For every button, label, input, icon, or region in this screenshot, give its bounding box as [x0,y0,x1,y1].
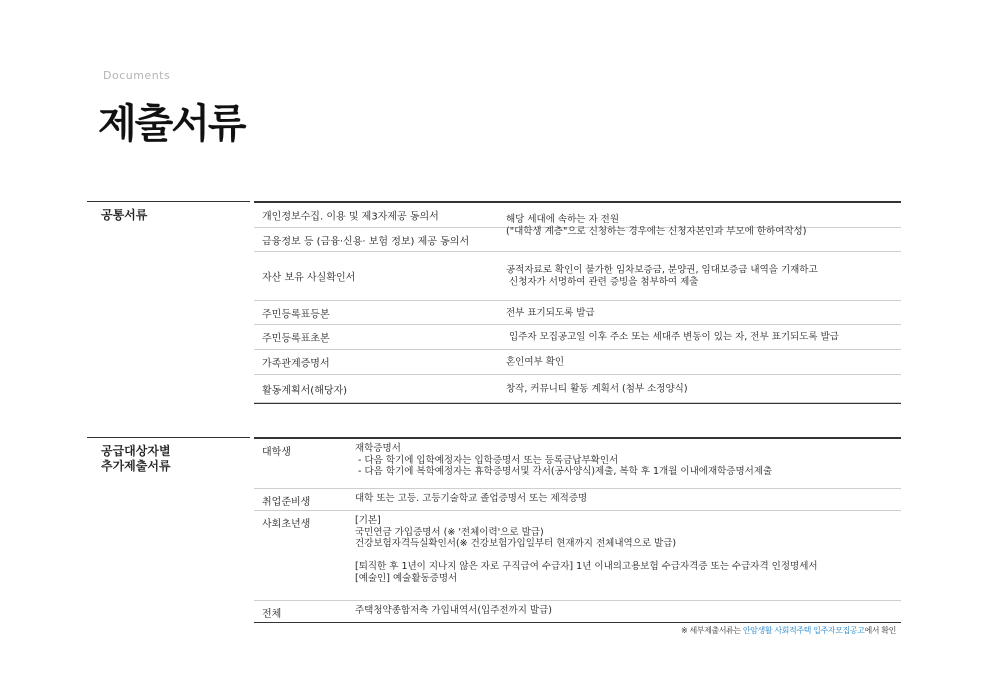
doc-name: 주민등록표등본 [262,309,330,320]
additional-docs-label-line2: 추가제출서류 [101,459,171,473]
doc-name: 개인정보수집. 이용 및 제3자제공 동의서 [262,211,439,223]
additional-docs-label [87,437,250,474]
doc-name: 주민등록표초본 [262,333,330,345]
doc-name: 자산 보유 사실확인서 [262,272,356,284]
common-docs-table [254,201,901,404]
target-group: 취업준비생 [262,497,311,508]
doc-desc: 전부 표기되도록 발급 [506,306,595,318]
table-row [254,252,901,301]
table-row [254,489,901,511]
table-row [254,601,901,622]
doc-name: 금융정보 등 (금융·신용· 보험 정보) 제공 동의서 [262,236,470,247]
doc-name: 활동계획서(해당자) [262,385,348,396]
doc-desc: 주택청약종합저축 가입내역서(입주전까지 발급) [355,605,552,616]
table-row [254,325,901,350]
doc-desc: 재학증명서 - 다음 학기에 입학예정자는 입학증명서 또는 등록금납부확인서 - 다음 학기에 복학예정자는 휴학증명서및 각서(공사양식)제출, 복학 후 1개월 이내에재학증명서제출 [355,443,773,477]
doc-desc: [기본] 국민연금 가입증명서 (※ '전체이력'으로 발급) 건강보험자격득실확인서(※ 건강보험가입일부터 현재까지 전체내역으로 발급) [퇴직한 후 1년이 지나지 않은 자로 구직급여 수급자] 1년 이내의고용보험 수급자격증 또는 수급자격 인정명세서 [예술인] 예술활동증명서 [355,515,818,584]
table-row [254,439,901,489]
doc-desc: 입주자 모집공고일 이후 주소 또는 세대주 변동이 있는 자, 전부 표기되도록 발급 [506,331,839,343]
table-row [254,375,901,403]
target-group: 사회초년생 [262,519,311,530]
notice-link[interactable]: 안암생활 사회적주택 입주자모집공고 [742,626,865,635]
target-group: 대학생 [262,447,291,458]
table-row [254,301,901,325]
table-row [254,350,901,375]
footnote-prefix: ※ 세부제출서류는 [681,626,743,635]
additional-docs-label-line1: 공급대상자별 [101,444,171,458]
footnote [681,625,896,636]
doc-name: 가족관계증명서 [262,358,330,370]
additional-docs-table [254,437,901,623]
doc-desc: 공적자료로 확인이 불가한 임차보증금, 분양권, 임대보증금 내역을 기재하고 신청자가 서명하여 관련 증빙을 첨부하여 제출 [506,264,818,287]
target-group: 전체 [262,609,282,620]
doc-desc: 대학 또는 고등. 고등기술학교 졸업증명서 또는 제적증명 [355,493,588,504]
footnote-suffix: 에서 확인 [864,626,896,635]
section-eyebrow: Documents [103,69,171,82]
page-title: 제출서류 [98,101,245,147]
merged-desc: 해당 세대에 속하는 자 전원 ("대학생 계층"으로 신청하는 경우에는 신청자본인과 부모에 한하여작성) [506,214,807,237]
table-row [254,511,901,601]
doc-desc: 혼인여부 확인 [506,356,565,368]
common-docs-label: 공통서류 [87,201,250,223]
doc-desc: 창작, 커뮤니티 활동 계획서 (첨부 소정양식) [506,382,688,394]
